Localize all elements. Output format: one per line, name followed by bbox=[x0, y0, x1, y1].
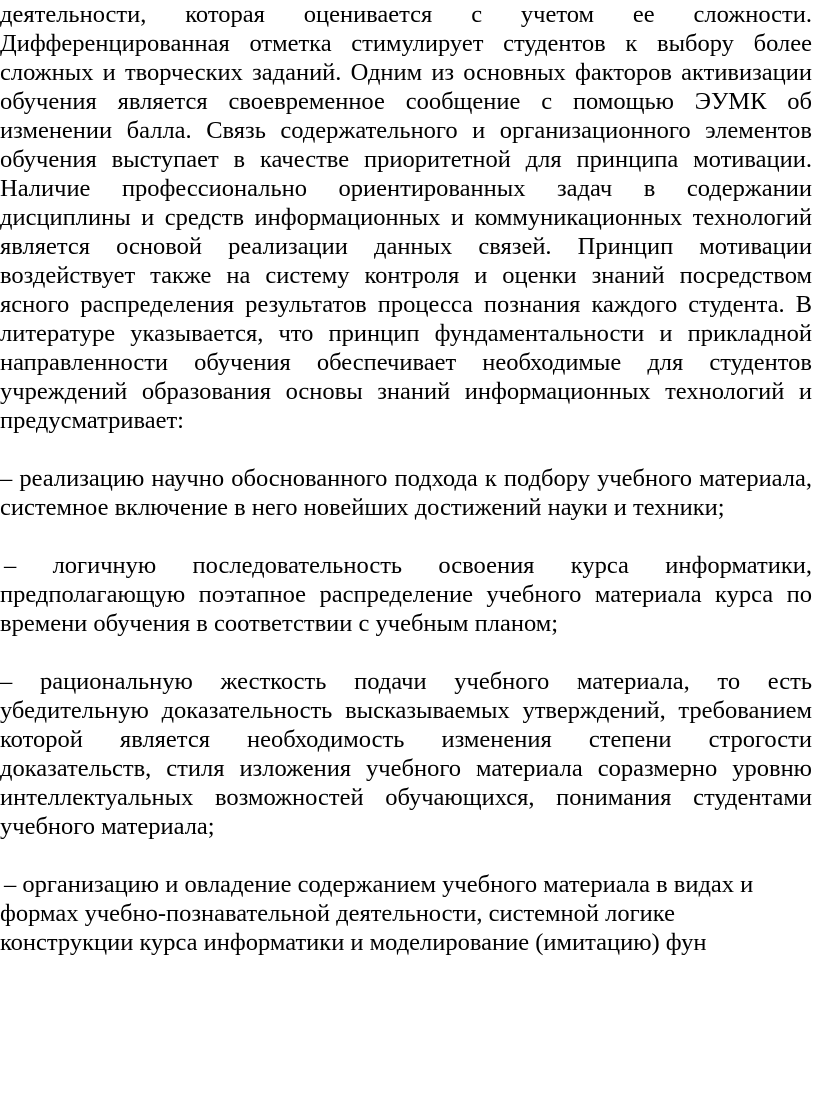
paragraph-spacer bbox=[0, 841, 812, 870]
body-paragraph: деятельности, которая оценивается с учетом ее сложности. Дифференцированная отметка стимулирует студентов к выбору более сложных и творческих заданий. Одним из основных факторов активизации обучения является своевременное сообщение с помощью ЭУМК об изменении балла. Связь содержательного и организационного элементов обучения выступает в качестве приоритетной для принципа мотивации. Наличие профессионально ориентированных задач в содержании дисциплины и средств информационных и коммуникационных технологий является основой реализации данных связей. Принцип мотивации воздействует также на систему контроля и оценки знаний посредством ясного распределения результатов процесса познания каждого студента. В литературе указывается, что принцип фундаментальности и прикладной направленности обучения обеспечивает необходимые для студентов учреждений образования основы знаний информационных технологий и предусматривает: bbox=[0, 1, 812, 434]
list-item-1: – реализацию научно обоснованного подхода к подбору учебного материала, системное включение в него новейших достижений науки и техники; bbox=[0, 465, 812, 521]
paragraph-spacer bbox=[0, 638, 812, 667]
paragraph-spacer bbox=[0, 522, 812, 551]
paragraph-spacer bbox=[0, 435, 812, 464]
list-item-3: – рациональную жесткость подачи учебного материала, то есть убедительную доказательность высказываемых утверждений, требованием которой является необходимость изменения степени строгости доказательств, стиля изложения учебного материала соразмерно уровню интеллектуальных возможностей обучающихся, понимания студентами учебного материала; bbox=[0, 668, 812, 840]
list-item-4: – организацию и овладение содержанием учебного материала в видах и формах учебно-познавательной деятельности, системной логике конструкции курса информатики и моделирование (имитацию) фун bbox=[0, 871, 754, 956]
list-item-2: – логичную последовательность освоения курса информатики, предполагающую поэтапное распределение учебного материала курса по времени обучения в соответствии с учебным планом; bbox=[0, 552, 812, 637]
